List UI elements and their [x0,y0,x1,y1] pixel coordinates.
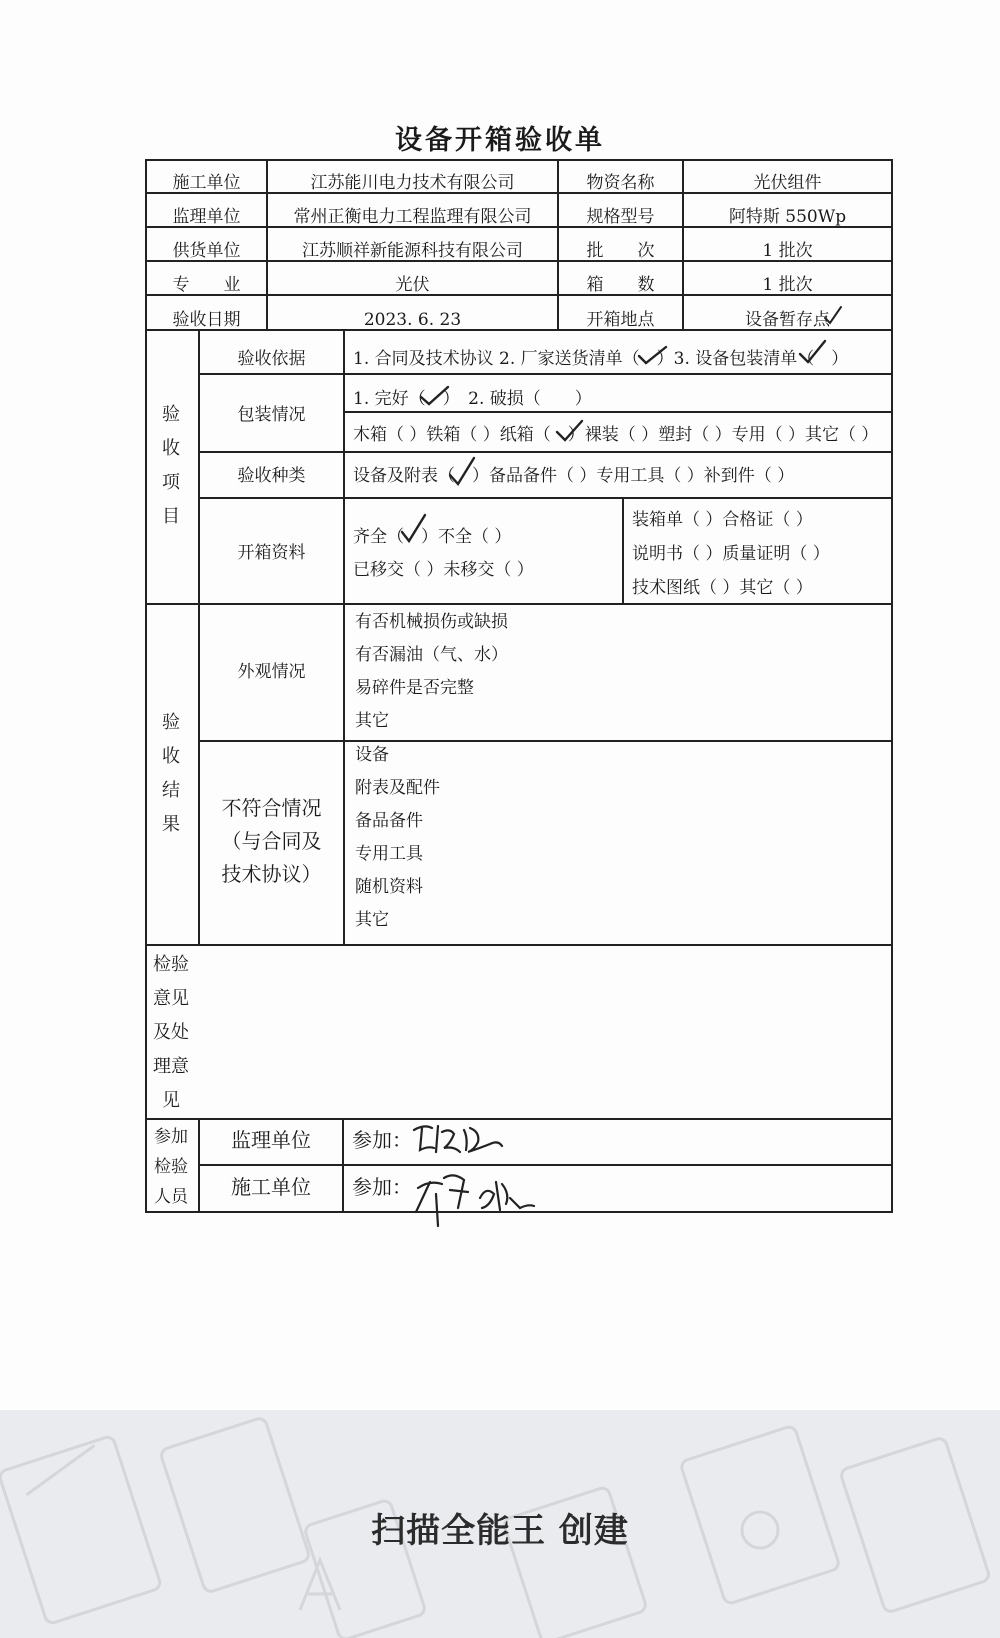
row-label: 专 业 [172,275,241,295]
nonconform-item: 设备 [355,745,389,765]
row-label: 箱 数 [586,275,655,295]
table-border [343,411,893,413]
packaging-condition: 1. 完好（ ） 2. 破损（ ） [353,389,592,409]
type-text: 设备及附表（ ）备品备件（ ）专用工具（ ）补到件（ ） [353,466,795,486]
checkmark-icon [636,344,670,366]
row-label: 规格型号 [586,207,655,227]
nonconform-label: 不符合情况 [221,796,322,820]
table-border [145,1118,893,1120]
row-label: 验收日期 [172,310,241,330]
table-border [198,451,893,453]
row-label: 物资名称 [586,173,655,193]
table-border [198,373,893,375]
row-label: 施工单位 [172,173,241,193]
table-border [145,603,893,605]
table-border [891,159,893,1213]
participant-unit: 施工单位 [231,1175,311,1199]
type-label: 验收种类 [237,466,306,486]
row-label: 开箱地点 [586,310,655,330]
docs-label: 开箱资料 [237,543,306,563]
basis-text: 1. 合同及技术协议 2. 厂家送货清单（ ）3. 设备包装清单（ ） [353,349,849,369]
docs-complete: 齐全（ ）不全（ ） [353,527,512,547]
docs-packing-list: 装箱单（ ）合格证（ ） [632,510,813,530]
table-border [198,497,893,499]
checkmark-icon [822,304,844,326]
appearance-item: 易碎件是否完整 [355,678,474,698]
nonconform-item: 附表及配件 [355,778,440,798]
appearance-item: 有否机械损伤或缺损 [355,612,508,632]
row-value: 设备暂存点 [745,310,830,330]
nonconform-label: （与合同及 [221,829,322,853]
row-value: 阿特斯 550Wp [728,207,847,227]
participant-unit: 监理单位 [231,1128,311,1152]
checkmark-icon [797,338,829,366]
checkmark-icon [447,455,479,489]
basis-label: 验收依据 [237,349,306,369]
signature-supervisor [408,1118,508,1164]
participant-prefix: 参加： [352,1175,412,1199]
docs-manual: 说明书（ ）质量证明（ ） [632,544,830,564]
docs-transfer: 已移交（ ）未移交（ ） [353,560,534,580]
table-border [343,329,345,944]
appearance-item: 其它 [355,711,389,731]
nonconform-item: 专用工具 [355,844,423,864]
nonconform-item: 其它 [355,910,389,930]
row-value: 江苏顺祥新能源科技有限公司 [302,241,523,261]
table-border [198,740,893,742]
row-value: 常州正衡电力工程监理有限公司 [293,207,532,227]
nonconform-item: 随机资料 [355,877,423,897]
row-label: 监理单位 [172,207,241,227]
table-border [145,159,893,161]
packaging-label: 包装情况 [237,405,306,425]
appearance-label: 外观情况 [237,662,306,682]
checkmark-icon [554,418,586,444]
table-border [342,1118,344,1211]
document-title: 设备开箱验收单 [395,125,605,156]
results-section-label: 验收结果 [162,712,180,835]
packaging-type: 木箱（ ）铁箱（ ）纸箱（ ）裸装（ ）塑封（ ）专用（ ）其它（ ） [353,425,879,445]
watermark-text: 扫描全能王 创建 [371,1511,629,1551]
table-border [622,497,624,603]
participant-prefix: 参加： [352,1128,412,1152]
appearance-item: 有否漏油（气、水） [355,645,508,665]
row-value: 光伏 [395,275,430,295]
row-value: 2023. 6. 23 [363,310,462,330]
opinion-label: 检验意见及处理意见 [153,954,189,1111]
row-label: 供货单位 [172,241,241,261]
row-value: 1 批次 [762,241,813,261]
table-border [145,944,893,946]
inspection-section-label: 验收项目 [162,404,180,527]
participants-label: 参加检验人员 [154,1127,188,1207]
docs-drawings: 技术图纸（ ）其它（ ） [632,578,813,598]
row-value: 江苏能川电力技术有限公司 [310,173,515,193]
row-value: 1 批次 [762,275,813,295]
nonconform-label: 技术协议） [221,862,322,886]
nonconform-item: 备品备件 [355,811,423,831]
checkmark-icon [418,384,452,408]
checkmark-icon [399,512,429,546]
row-value: 光伏组件 [753,173,822,193]
table-border [198,1164,893,1166]
row-label: 批 次 [586,241,655,261]
signature-contractor [410,1164,540,1234]
